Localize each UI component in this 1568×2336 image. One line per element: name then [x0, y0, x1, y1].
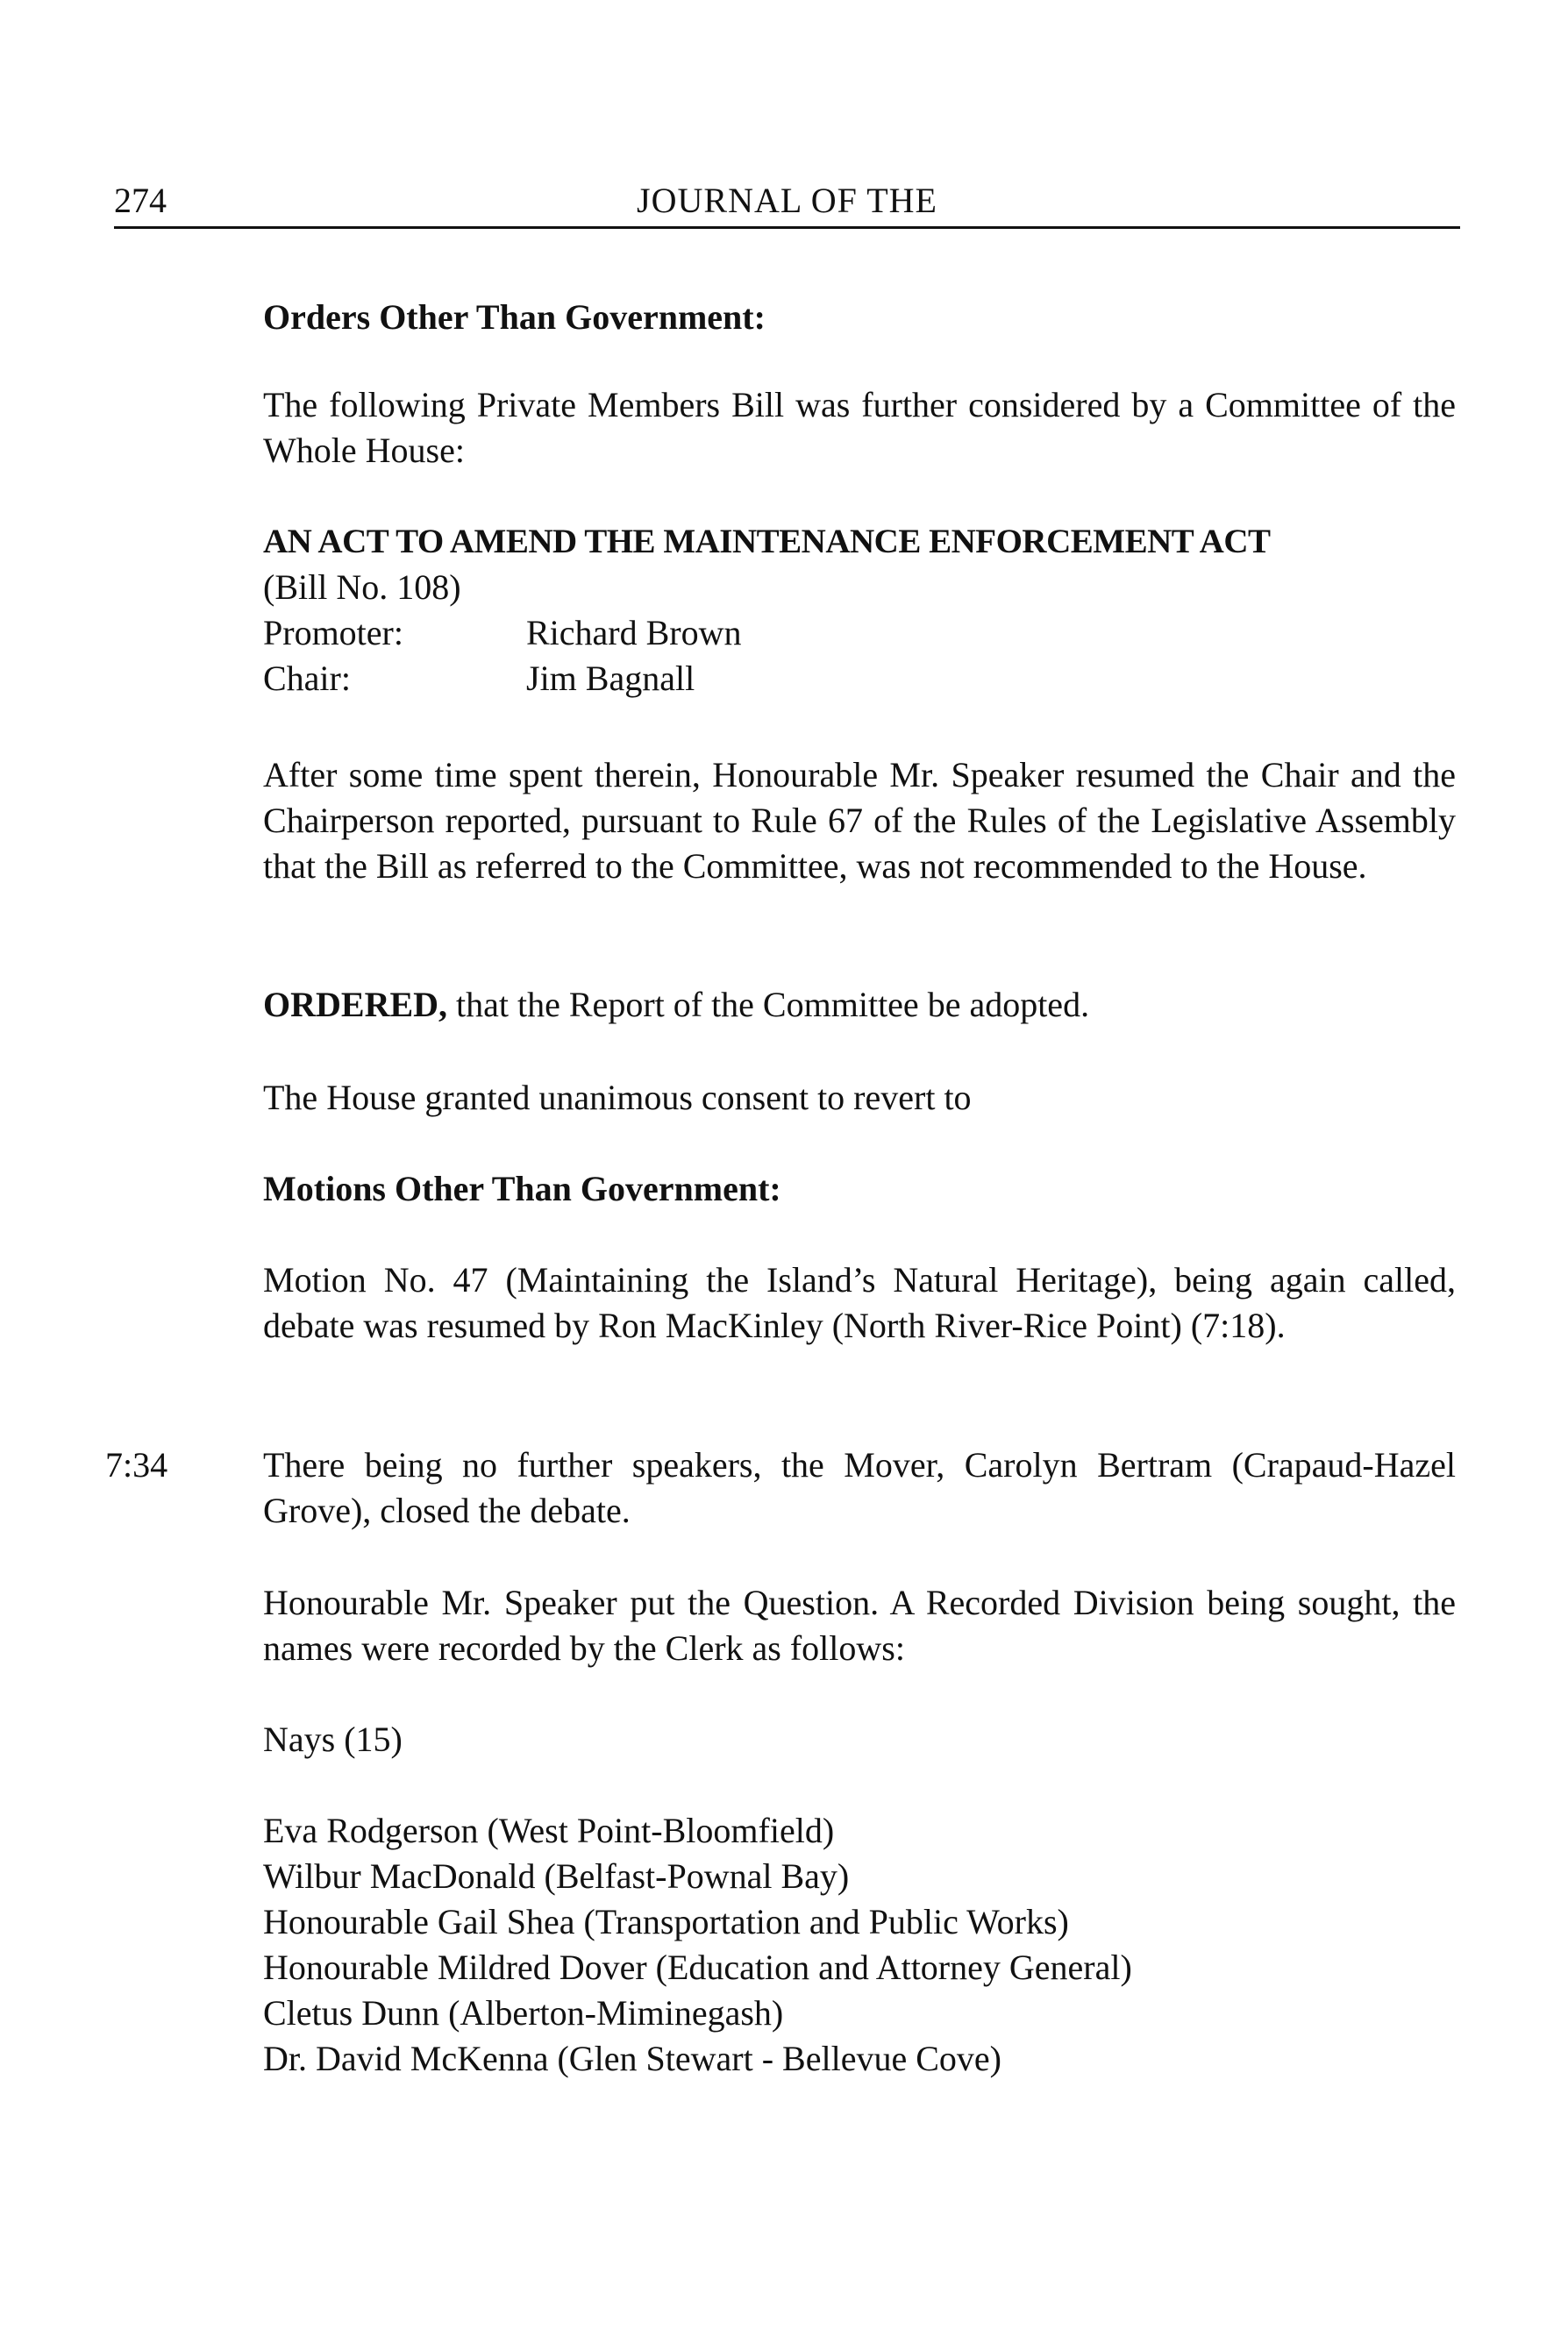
ordered-label: ORDERED, — [263, 985, 448, 1024]
time-marker: 7:34 — [105, 1445, 168, 1485]
report-paragraph: After some time spent therein, Honourable Mr. Speaker resumed the Chair and the Chairperson reported, pursuant to Rule 67 of the Rules of the Legislative Assembly that the Bill as referred to the Committee, was not recommended to the House. — [263, 755, 1456, 886]
question-paragraph: Honourable Mr. Speaker put the Question. A Recorded Division being sought, the names were recorded by the Clerk as follows: — [263, 1583, 1456, 1668]
ordered-text: that the Report of the Committee be adopted. — [447, 985, 1090, 1024]
intro-paragraph: The following Private Members Bill was further considered by a Committee of the Whole House: — [263, 385, 1456, 470]
section-heading-orders: Orders Other Than Government: — [263, 297, 766, 337]
bill-block — [263, 519, 1456, 702]
chair-row — [263, 656, 1456, 702]
promoter-row — [263, 610, 1456, 656]
chair-label: Chair: — [263, 659, 351, 698]
list-item: Wilbur MacDonald (Belfast-Pownal Bay) — [263, 1856, 850, 1896]
motion-paragraph: Motion No. 47 (Maintaining the Island’s Natural Heritage), being again called, debate was resumed by Ron MacKinley (North River-Rice Point) (7:18). — [263, 1260, 1456, 1345]
nays-list — [263, 1808, 1456, 2082]
ordered-paragraph — [263, 982, 1456, 1028]
bill-title: AN ACT TO AMEND THE MAINTENANCE ENFORCEMENT ACT — [263, 523, 1271, 560]
header-rule — [114, 226, 1460, 229]
promoter-value: Richard Brown — [526, 613, 742, 652]
list-item: Honourable Gail Shea (Transportation and Public Works) — [263, 1902, 1069, 1941]
promoter-label: Promoter: — [263, 613, 403, 652]
closing-paragraph: There being no further speakers, the Mover, Carolyn Bertram (Crapaud-Hazel Grove), closed the debate. — [263, 1445, 1456, 1530]
list-item: Honourable Mildred Dover (Education and Attorney General) — [263, 1948, 1132, 1987]
list-item: Dr. David McKenna (Glen Stewart - Bellevue Cove) — [263, 2039, 1001, 2078]
list-item: Eva Rodgerson (West Point-Bloomfield) — [263, 1811, 835, 1850]
page-number: 274 — [114, 181, 167, 220]
chair-value: Jim Bagnall — [526, 659, 695, 698]
section-heading-motions: Motions Other Than Government: — [263, 1169, 781, 1208]
consent-paragraph: The House granted unanimous consent to revert to — [263, 1078, 972, 1117]
running-title: JOURNAL OF THE — [637, 181, 937, 220]
page-header — [114, 178, 1460, 231]
nays-label: Nays (15) — [263, 1720, 403, 1759]
bill-number: (Bill No. 108) — [263, 567, 461, 607]
list-item: Cletus Dunn (Alberton-Miminegash) — [263, 1993, 784, 2033]
